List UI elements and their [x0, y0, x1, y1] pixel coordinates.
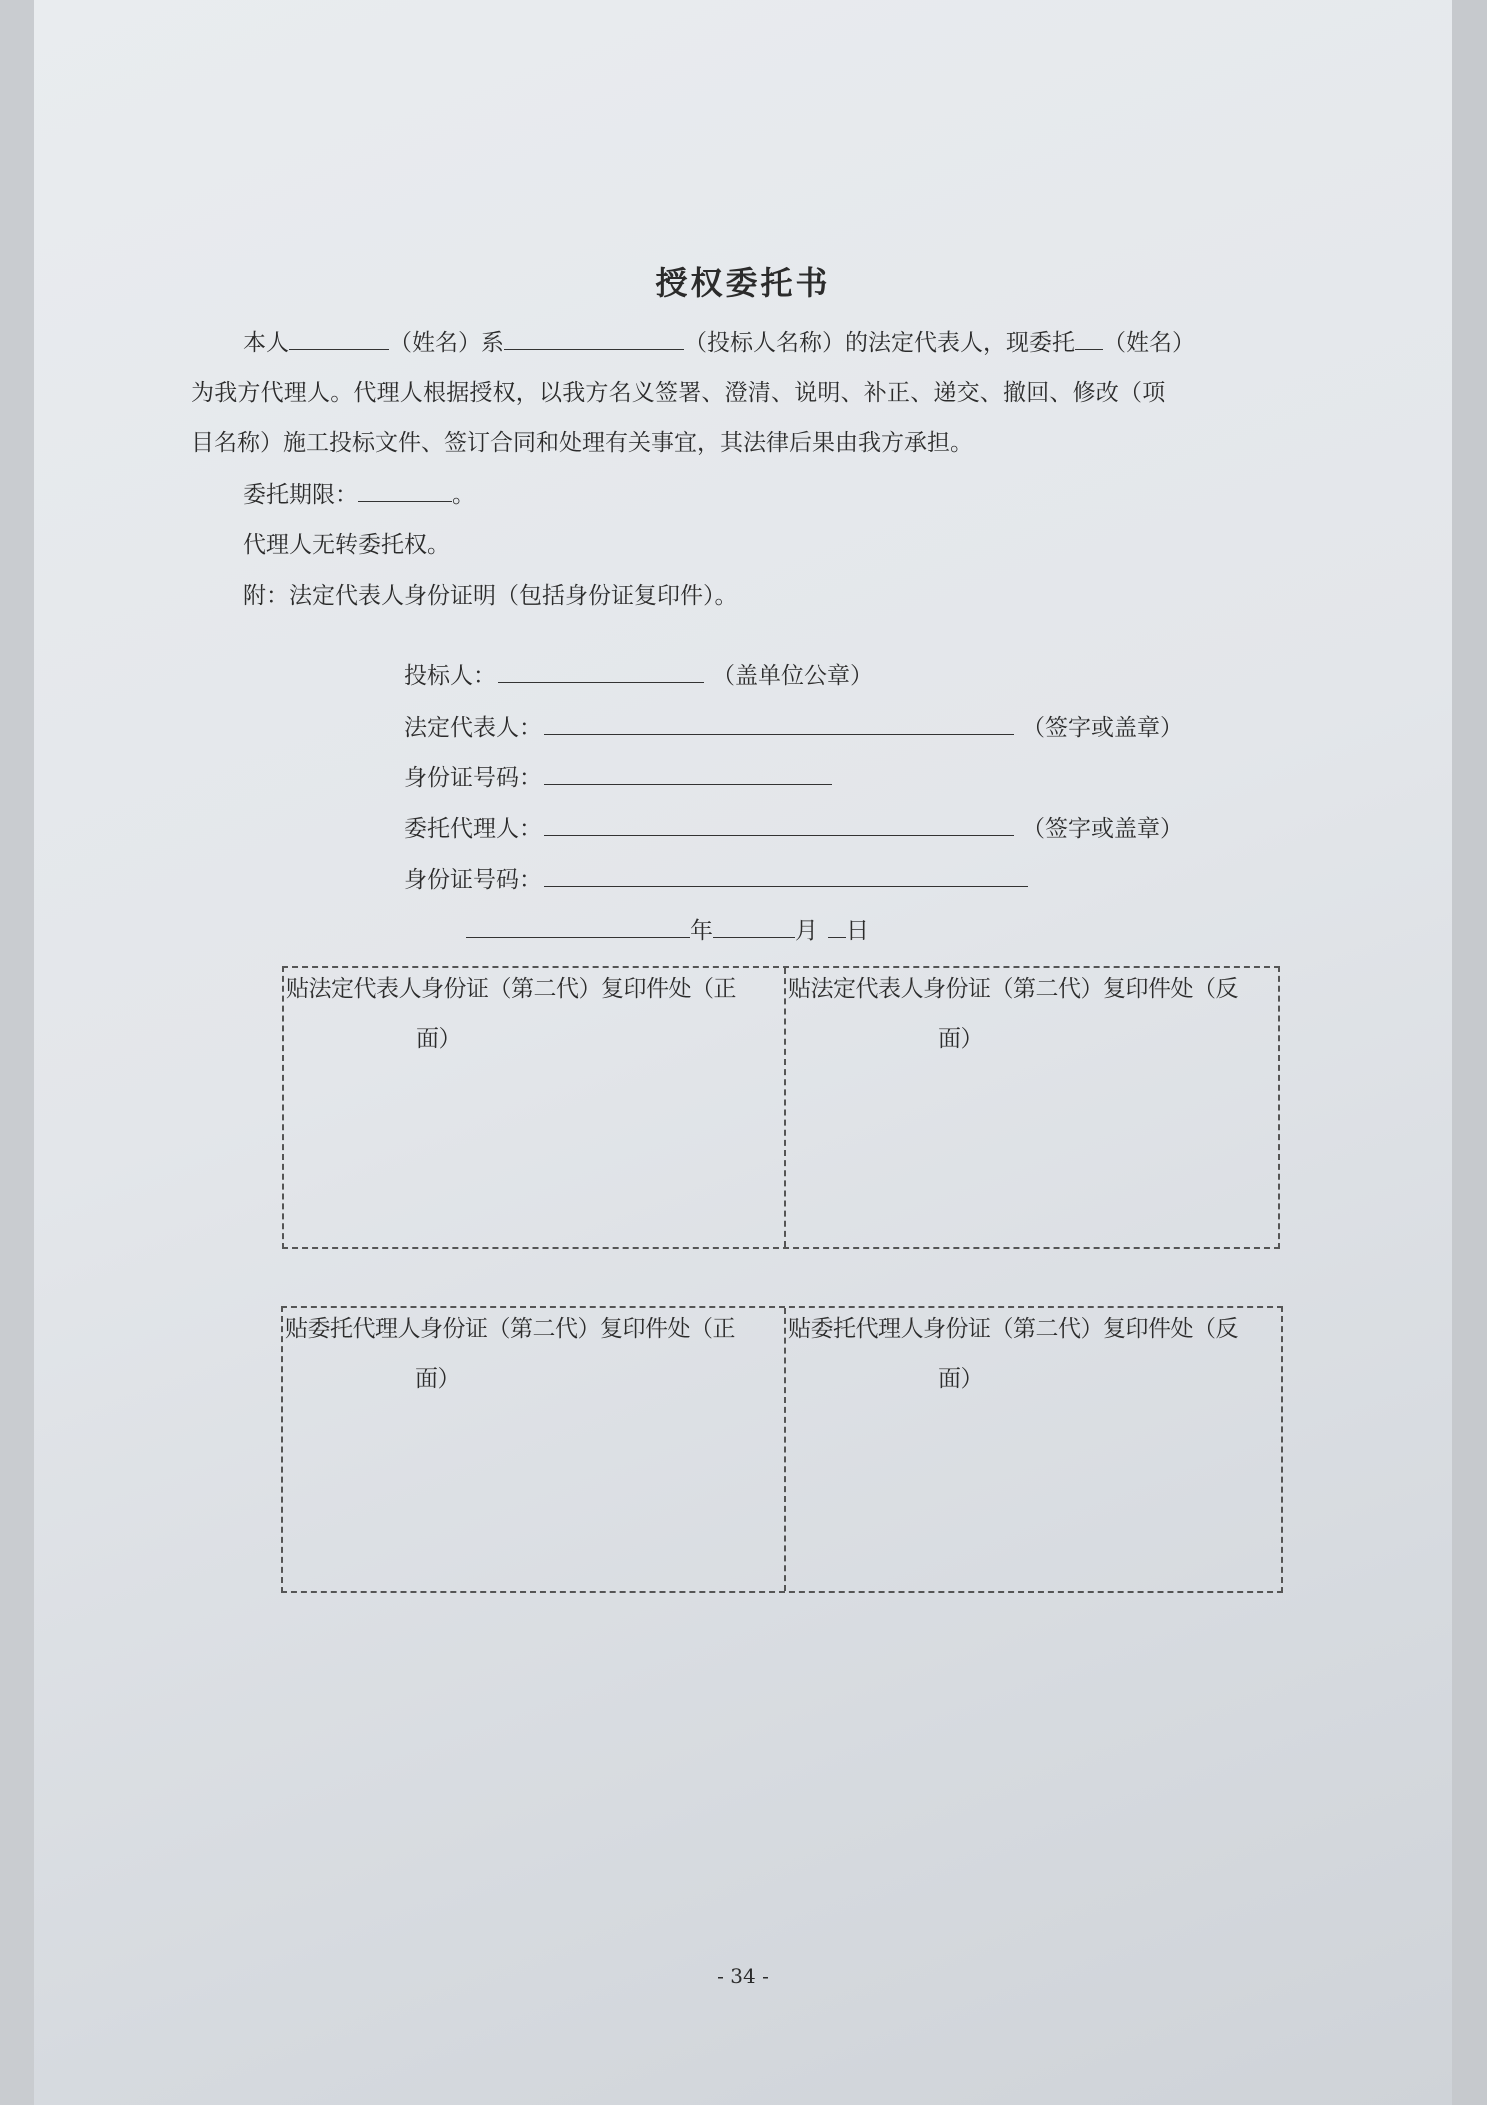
back-caption: 贴法定代表人身份证（第二代）复印件处（反: [788, 976, 1238, 1002]
agent-id-back: [784, 1308, 1281, 1591]
front-caption: 贴法定代表人身份证（第二代）复印件处（正: [286, 976, 736, 1002]
term-label: 委托期限：: [243, 482, 358, 508]
paragraph-line-1: [243, 327, 1195, 358]
page-number: - 34 -: [717, 1964, 769, 1988]
agent-note: （签字或盖章）: [1022, 816, 1183, 842]
legal-rep-line: [404, 712, 1183, 743]
back-caption-cont: 面）: [938, 1026, 983, 1052]
agent-line: [404, 813, 1183, 844]
day-label: 日: [846, 918, 869, 944]
text-segment: （投标人名称）的法定代表人，现委托: [684, 330, 1075, 356]
paragraph-line-2: 为我方代理人。代理人根据授权，以我方名义签署、澄清、说明、补正、递交、撤回、修改（项: [191, 380, 1166, 406]
legal-rep-blank: [544, 712, 1014, 735]
background-right: [1452, 0, 1487, 2105]
term-line: [243, 479, 475, 510]
day-blank: [828, 915, 846, 938]
id-label: 身份证号码：: [404, 765, 542, 791]
term-blank: [358, 479, 452, 502]
id-number-line-2: [404, 864, 1028, 895]
agent-label: 委托代理人：: [404, 816, 542, 842]
id-blank: [544, 762, 832, 785]
page-title: 授权委托书: [655, 264, 831, 302]
year-blank: [466, 915, 690, 938]
id-label: 身份证号码：: [404, 867, 542, 893]
bidder-name-blank: [504, 327, 684, 350]
background-left: [0, 0, 34, 2105]
text-segment: （姓名）系: [389, 330, 504, 356]
bidder-blank: [498, 660, 704, 683]
front-caption-cont: 面）: [416, 1026, 461, 1052]
document-page: [34, 0, 1452, 2105]
bidder-label: 投标人：: [404, 663, 496, 689]
term-end: 。: [452, 482, 475, 508]
back-caption-cont: 面）: [938, 1366, 983, 1392]
date-line: [466, 915, 869, 946]
legal-rep-label: 法定代表人：: [404, 715, 542, 741]
agent-id-box: [281, 1306, 1283, 1593]
bidder-line: [404, 660, 873, 691]
front-caption-cont: 面）: [415, 1366, 460, 1392]
id-blank: [544, 864, 1028, 887]
agent-id-front: [283, 1308, 784, 1591]
legal-rep-note: （签字或盖章）: [1022, 715, 1183, 741]
legal-rep-id-box: [282, 966, 1280, 1249]
back-caption: 贴委托代理人身份证（第二代）复印件处（反: [788, 1316, 1238, 1342]
id-number-line-1: [404, 762, 832, 793]
year-label: 年: [690, 918, 713, 944]
attachment-line: 附：法定代表人身份证明（包括身份证复印件）。: [243, 583, 738, 609]
bidder-note: （盖单位公章）: [712, 663, 873, 689]
name-blank: [289, 327, 389, 350]
front-caption: 贴委托代理人身份证（第二代）复印件处（正: [285, 1316, 735, 1342]
legal-rep-id-front: [284, 968, 784, 1247]
agent-name-blank: [1075, 327, 1103, 350]
month-blank: [713, 915, 795, 938]
paragraph-line-3: 目名称）施工投标文件、签订合同和处理有关事宜，其法律后果由我方承担。: [191, 430, 973, 456]
agent-blank: [544, 813, 1014, 836]
legal-rep-id-back: [784, 968, 1278, 1247]
text-segment: 本人: [243, 330, 289, 356]
text-segment: （姓名）: [1103, 330, 1195, 356]
month-label: 月: [795, 918, 818, 944]
no-transfer-line: 代理人无转委托权。: [243, 532, 450, 558]
